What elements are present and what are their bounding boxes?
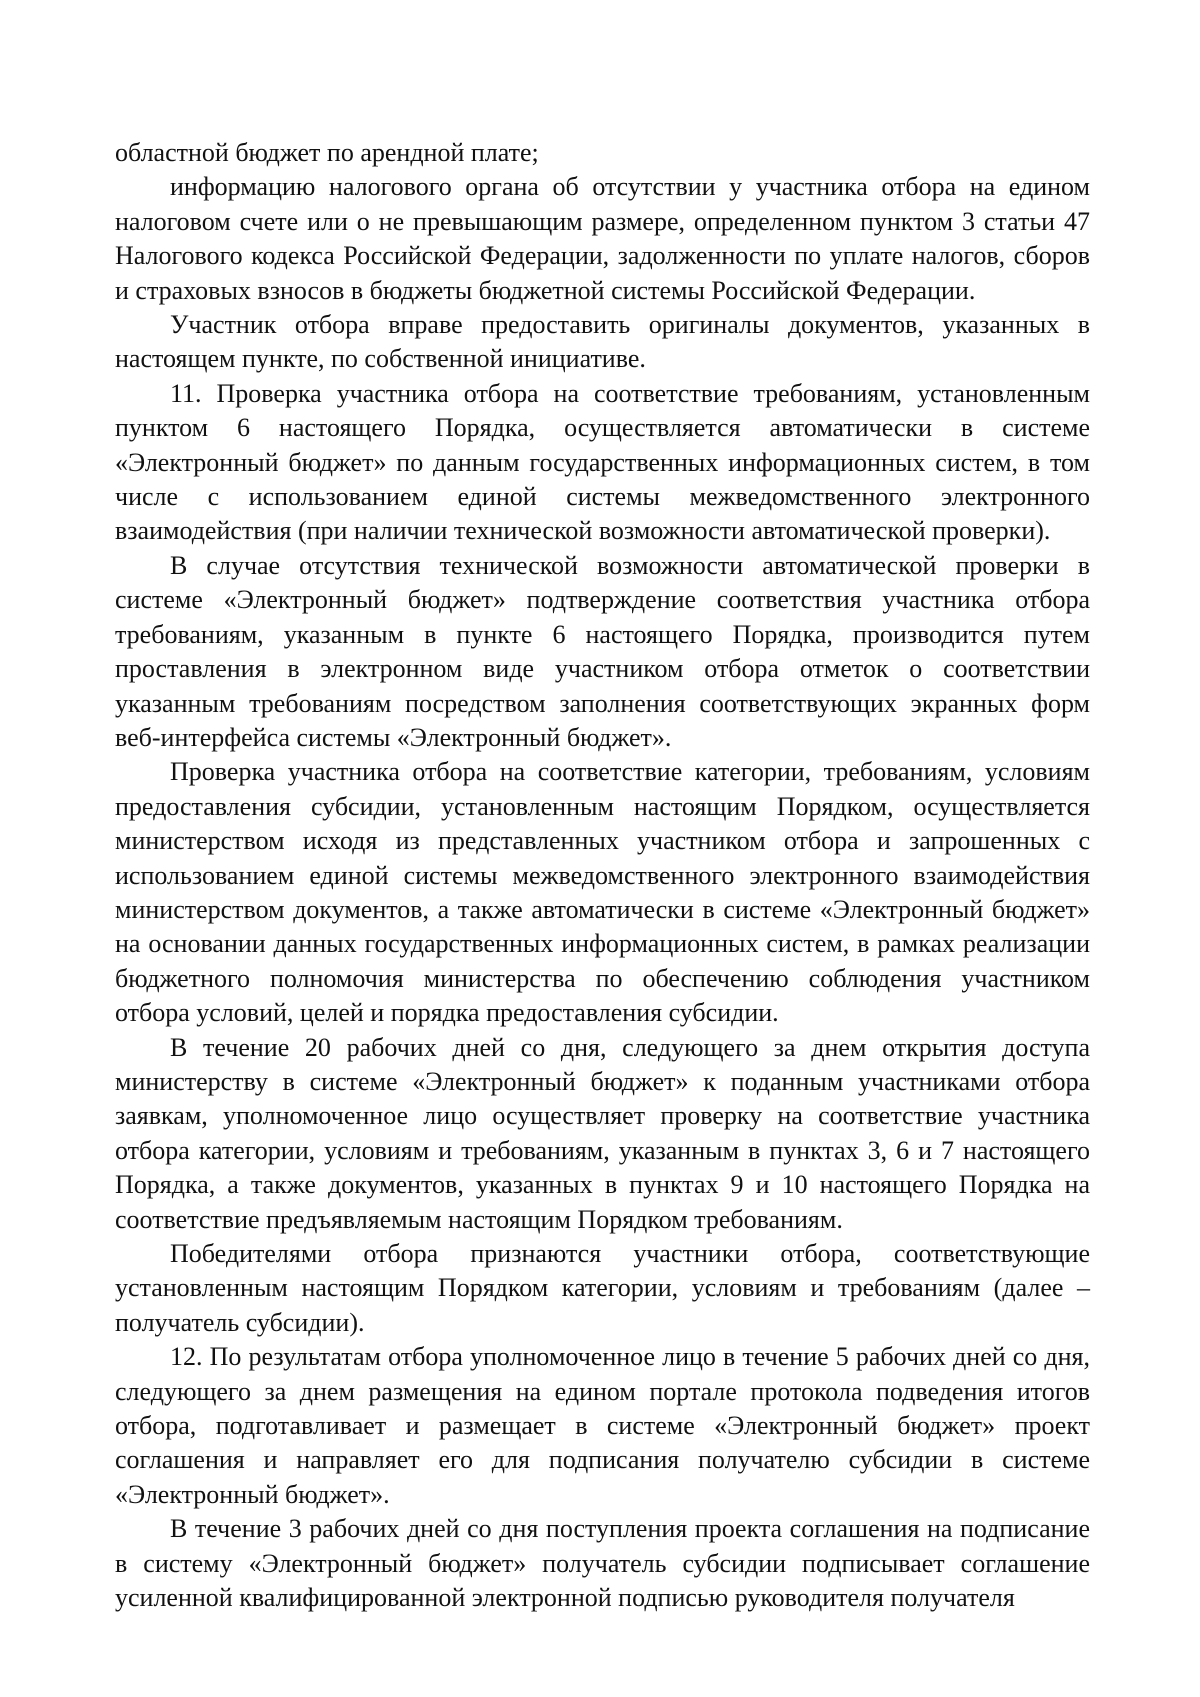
paragraph-arenda: областной бюджет по арендной плате; (115, 138, 539, 167)
paragraph-item-11: 11. Проверка участника отбора на соответствие требованиям, установленным пунктом 6 настоящего Порядка, осуществляется автоматически в системе «Электронный бюджет» по данным государственных информационных систем, в том числе с использованием единой системы межведомственного электронного взаимодействия (при наличии технической возможности автоматической проверки). (115, 378, 1090, 546)
paragraph-item-12: 12. По результатам отбора уполномоченное лицо в течение 5 рабочих дней со дня, следующего за днем размещения на едином портале протокола подведения итогов отбора, подготавливает и размещает в системе «Электронный бюджет» проект соглашения и направляет его для подписания получателю субсидии в системе «Электронный бюджет». (115, 1342, 1090, 1509)
paragraph-ministry-check: Проверка участника отбора на соответствие категории, требованиям, условиям предоставления субсидии, установленным настоящим Порядком, осуществляется министерством исходя из представленных участником отбора и запрошенных с использованием единой системы межведомственного электронного взаимодействия министерством документов, а также автоматически в системе «Электронный бюджет» на основании данных государственных информационных систем, в рамках реализации бюджетного полномочия министерства по обеспечению соблюдения участником отбора условий, целей и порядка предоставления субсидии. (115, 757, 1090, 1028)
paragraph-3-days: В течение 3 рабочих дней со дня поступления проекта соглашения на подписание в систему «Электронный бюджет» получатель субсидии подписывает соглашение усиленной квалифицированной электронной подписью руководителя получателя (115, 1514, 1090, 1613)
paragraph-20-days: В течение 20 рабочих дней со дня, следующего за днем открытия доступа министерству в системе «Электронный бюджет» к поданным участниками отбора заявкам, уполномоченное лицо осуществляет проверку на соответствие участника отбора категории, условиям и требованиям, указанным в пунктах 3, 6 и 7 настоящего Порядка, а также документов, указанных в пунктах 9 и 10 настоящего Порядка на соответствие предъявляемым настоящим Порядком требованиям. (115, 1032, 1090, 1234)
document-page (115, 136, 1090, 1615)
paragraph-originals: Участник отбора вправе предоставить оригиналы документов, указанных в настоящем пункте, по собственной инициативе. (115, 310, 1090, 374)
paragraph-winners: Победителями отбора признаются участники отбора, соответствующие установленным настоящим Порядком категории, условиям и требованиям (далее – получатель субсидии). (115, 1239, 1090, 1337)
paragraph-no-auto-check: В случае отсутствия технической возможности автоматической проверки в системе «Электронный бюджет» подтверждение соответствия участника отбора требованиям, указанным в пункте 6 настоящего Порядка, производится путем проставления в электронном виде участником отбора отметок о соответствии указанным требованиям посредством заполнения соответствующих экранных форм веб-интерфейса системы «Электронный бюджет». (115, 550, 1090, 752)
paragraph-tax-info: информацию налогового органа об отсутствии у участника отбора на едином налоговом счете или о не превышающим размере, определенном пунктом 3 статьи 47 Налогового кодекса Российской Федерации, задолженности по уплате налогов, сборов и страховых взносов в бюджеты бюджетной системы Российской Федерации. (115, 172, 1090, 305)
